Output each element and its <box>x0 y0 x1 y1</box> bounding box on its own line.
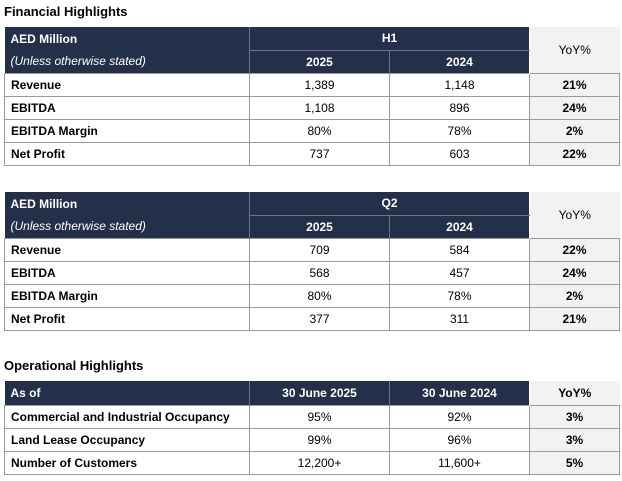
value-2025: 568 <box>250 261 390 284</box>
row-label: Commercial and Industrial Occupancy <box>5 405 250 428</box>
value-2025: 377 <box>250 307 390 330</box>
year-2024-header: 2024 <box>390 215 530 238</box>
yoy-value: 5% <box>530 451 620 474</box>
value-2024: 78% <box>390 119 530 142</box>
value-2025: 80% <box>250 119 390 142</box>
yoy-value: 22% <box>530 238 620 261</box>
value-2025: 737 <box>250 142 390 165</box>
table-row <box>5 261 620 284</box>
table-row <box>5 284 620 307</box>
table-row <box>5 73 620 96</box>
value-2025: 1,108 <box>250 96 390 119</box>
june-2024-header: 30 June 2024 <box>390 381 530 405</box>
table-row <box>5 96 620 119</box>
row-label: Revenue <box>5 73 250 96</box>
june-2025-header: 30 June 2025 <box>250 381 390 405</box>
yoy-value: 21% <box>530 73 620 96</box>
value-2025: 99% <box>250 428 390 451</box>
row-label: EBITDA Margin <box>5 284 250 307</box>
value-2024: 1,148 <box>390 73 530 96</box>
value-2025: 95% <box>250 405 390 428</box>
value-2024: 457 <box>390 261 530 284</box>
table-row <box>5 428 620 451</box>
table-subheader-row <box>5 50 620 73</box>
table-row <box>5 307 620 330</box>
value-2025: 80% <box>250 284 390 307</box>
yoy-value: 22% <box>530 142 620 165</box>
row-label: EBITDA <box>5 96 250 119</box>
value-2025: 12,200+ <box>250 451 390 474</box>
yoy-value: 24% <box>530 96 620 119</box>
value-2024: 92% <box>390 405 530 428</box>
value-2024: 896 <box>390 96 530 119</box>
yoy-value: 2% <box>530 284 620 307</box>
table-row <box>5 119 620 142</box>
yoy-header: YoY% <box>530 381 620 405</box>
unit-label: AED Million <box>5 27 250 50</box>
financial-highlights-title: Financial Highlights <box>4 4 128 19</box>
q2-financial-table <box>4 192 620 331</box>
row-label: Land Lease Occupancy <box>5 428 250 451</box>
yoy-value: 3% <box>530 428 620 451</box>
value-2025: 709 <box>250 238 390 261</box>
operational-highlights-title: Operational Highlights <box>4 358 144 373</box>
operational-table <box>4 381 620 475</box>
value-2024: 584 <box>390 238 530 261</box>
year-2025-header: 2025 <box>250 50 390 73</box>
row-label: Net Profit <box>5 142 250 165</box>
table-subheader-row <box>5 215 620 238</box>
value-2024: 11,600+ <box>390 451 530 474</box>
table-row <box>5 142 620 165</box>
yoy-value: 2% <box>530 119 620 142</box>
yoy-value: 3% <box>530 405 620 428</box>
unit-note: (Unless otherwise stated) <box>5 50 250 73</box>
row-label: Net Profit <box>5 307 250 330</box>
yoy-header: YoY% <box>530 27 620 73</box>
table-row <box>5 405 620 428</box>
value-2024: 96% <box>390 428 530 451</box>
yoy-header: YoY% <box>530 192 620 238</box>
unit-label: AED Million <box>5 192 250 215</box>
row-label: EBITDA Margin <box>5 119 250 142</box>
table-header-row <box>5 192 620 215</box>
table-row <box>5 238 620 261</box>
row-label: EBITDA <box>5 261 250 284</box>
value-2024: 603 <box>390 142 530 165</box>
as-of-header: As of <box>5 381 250 405</box>
table-row <box>5 451 620 474</box>
yoy-value: 21% <box>530 307 620 330</box>
yoy-value: 24% <box>530 261 620 284</box>
table-header-row <box>5 27 620 50</box>
h1-financial-table <box>4 27 620 166</box>
table-header-row <box>5 381 620 405</box>
value-2024: 78% <box>390 284 530 307</box>
year-2025-header: 2025 <box>250 215 390 238</box>
value-2025: 1,389 <box>250 73 390 96</box>
row-label: Revenue <box>5 238 250 261</box>
period-header: Q2 <box>250 192 530 215</box>
unit-note: (Unless otherwise stated) <box>5 215 250 238</box>
period-header: H1 <box>250 27 530 50</box>
year-2024-header: 2024 <box>390 50 530 73</box>
row-label: Number of Customers <box>5 451 250 474</box>
value-2024: 311 <box>390 307 530 330</box>
